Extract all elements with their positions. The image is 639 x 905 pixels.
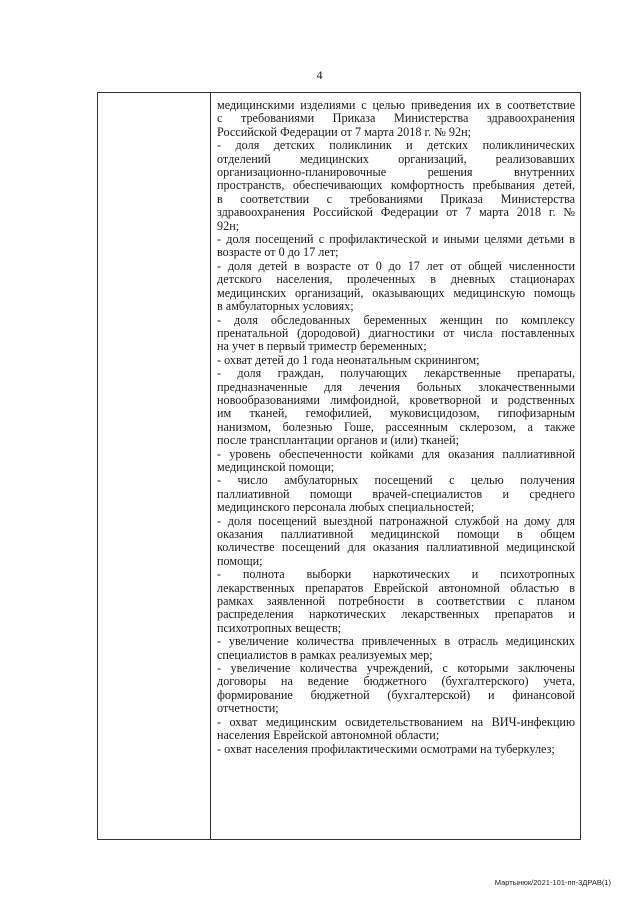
text-line: - увеличение количества привлеченных в отрасль медицинских	[217, 634, 575, 649]
table-left-cell	[98, 93, 210, 839]
text-line: - доля детских поликлиник и детских поликлинических	[217, 138, 575, 153]
text-line: - доля обследованных беременных женщин по комплексу	[217, 312, 575, 327]
text-line: - охват детей до 1 года неонатальным скринингом;	[217, 352, 480, 367]
text-line: - увеличение количества учреждений, с которыми заключены	[217, 661, 575, 676]
text-line: возрасте от 0 до 17 лет;	[217, 245, 339, 260]
text-line: отделений медицинских организаций, реализовавших	[217, 151, 575, 166]
document-table	[97, 92, 581, 840]
text-line: специалистов в рамках реализуемых мер;	[217, 647, 433, 662]
page-number: 4	[316, 68, 323, 82]
text-line: - охват медицинским освидетельствованием на ВИЧ-инфекцию	[217, 714, 575, 729]
text-line: отчетности;	[217, 701, 279, 716]
text-line: медицинского персонала любых специальностей;	[217, 500, 475, 515]
text-line: в соответствии с требованиями Приказа Министерства	[217, 191, 575, 206]
text-line: - доля посещений выездной патронажной службой на дому для	[217, 513, 575, 528]
text-line: 92н;	[217, 218, 240, 233]
text-line: лекарственных препаратов Еврейской автономной областью в	[217, 580, 575, 595]
text-line: количестве посещений для оказания паллиативной медицинской	[217, 540, 575, 555]
text-line: медицинских организаций, оказывающих медицинскую помощь	[217, 285, 575, 300]
text-line: им тканей, гемофилией, муковисцидозом, гипофизарным	[217, 406, 575, 421]
text-line: рамках заявленной потребности в соответствии с планом	[217, 594, 575, 609]
text-line: с требованиями Приказа Министерства здравоохранения	[217, 111, 575, 126]
text-line: детского населения, пролеченных в дневных стационарах	[217, 272, 575, 287]
text-line: Российской Федерации от 7 марта 2018 г. № 92н;	[217, 124, 471, 139]
text-line: организационно-планировочные решения внутренних	[217, 165, 575, 180]
text-line: - доля граждан, получающих лекарственные препараты,	[217, 366, 575, 381]
text-line: оказания паллиативной медицинской помощи в общем	[217, 527, 575, 541]
text-line: пространств, обеспечивающих комфортность пребывания детей,	[217, 178, 575, 193]
text-line: - полнота выборки наркотических и психотропных	[217, 567, 575, 582]
text-line: в амбулаторных условиях;	[217, 299, 354, 314]
text-line: распределения наркотических лекарственных препаратов и	[217, 607, 575, 622]
text-line: - доля посещений с профилактической и иными целями детьми в	[217, 232, 575, 247]
text-line: - охват населения профилактическими осмотрами на туберкулез;	[217, 741, 555, 756]
text-line: на учет в первый триместр беременных;	[217, 339, 427, 354]
text-line: здравоохранения Российской Федерации от 7 марта 2018 г. №	[217, 205, 575, 220]
text-line: после трансплантации органов и (или) тканей;	[217, 433, 459, 448]
text-line: нанизмом, болезнью Гоше, рассеянным склерозом, а также	[217, 419, 575, 434]
text-line: пренатальной (дородовой) диагностики от числа поставленных	[217, 325, 575, 340]
column-divider	[210, 93, 211, 839]
text-line: - уровень обеспеченности койками для оказания паллиативной	[217, 446, 575, 461]
text-line: медицинскими изделиями с целью приведения их в соответствие	[217, 98, 575, 112]
text-line: помощи;	[217, 553, 263, 568]
text-line: предназначенные для лечения больных злокачественными	[217, 379, 575, 394]
text-line: населения Еврейской автономной области;	[217, 728, 440, 743]
text-line: медицинской помощи;	[217, 459, 335, 474]
text-line: паллиативной помощи врачей-специалистов и среднего	[217, 486, 575, 501]
table-right-cell	[217, 99, 575, 756]
footer-code: Мартынюк/2021-101-пп-3ДРАВ(1)	[494, 878, 611, 887]
text-line: - доля детей в возрасте от 0 до 17 лет от общей численности	[217, 258, 575, 273]
text-line: психотропных веществ;	[217, 620, 342, 635]
text-line: - число амбулаторных посещений с целью получения	[217, 473, 575, 488]
text-line: договоры на ведение бюджетного (бухгалтерского) учета,	[217, 674, 575, 689]
text-line: новообразованиями лимфоидной, кроветворной и родственных	[217, 392, 575, 407]
text-line: формирование бюджетной (бухгалтерской) и финансовой	[217, 687, 575, 702]
